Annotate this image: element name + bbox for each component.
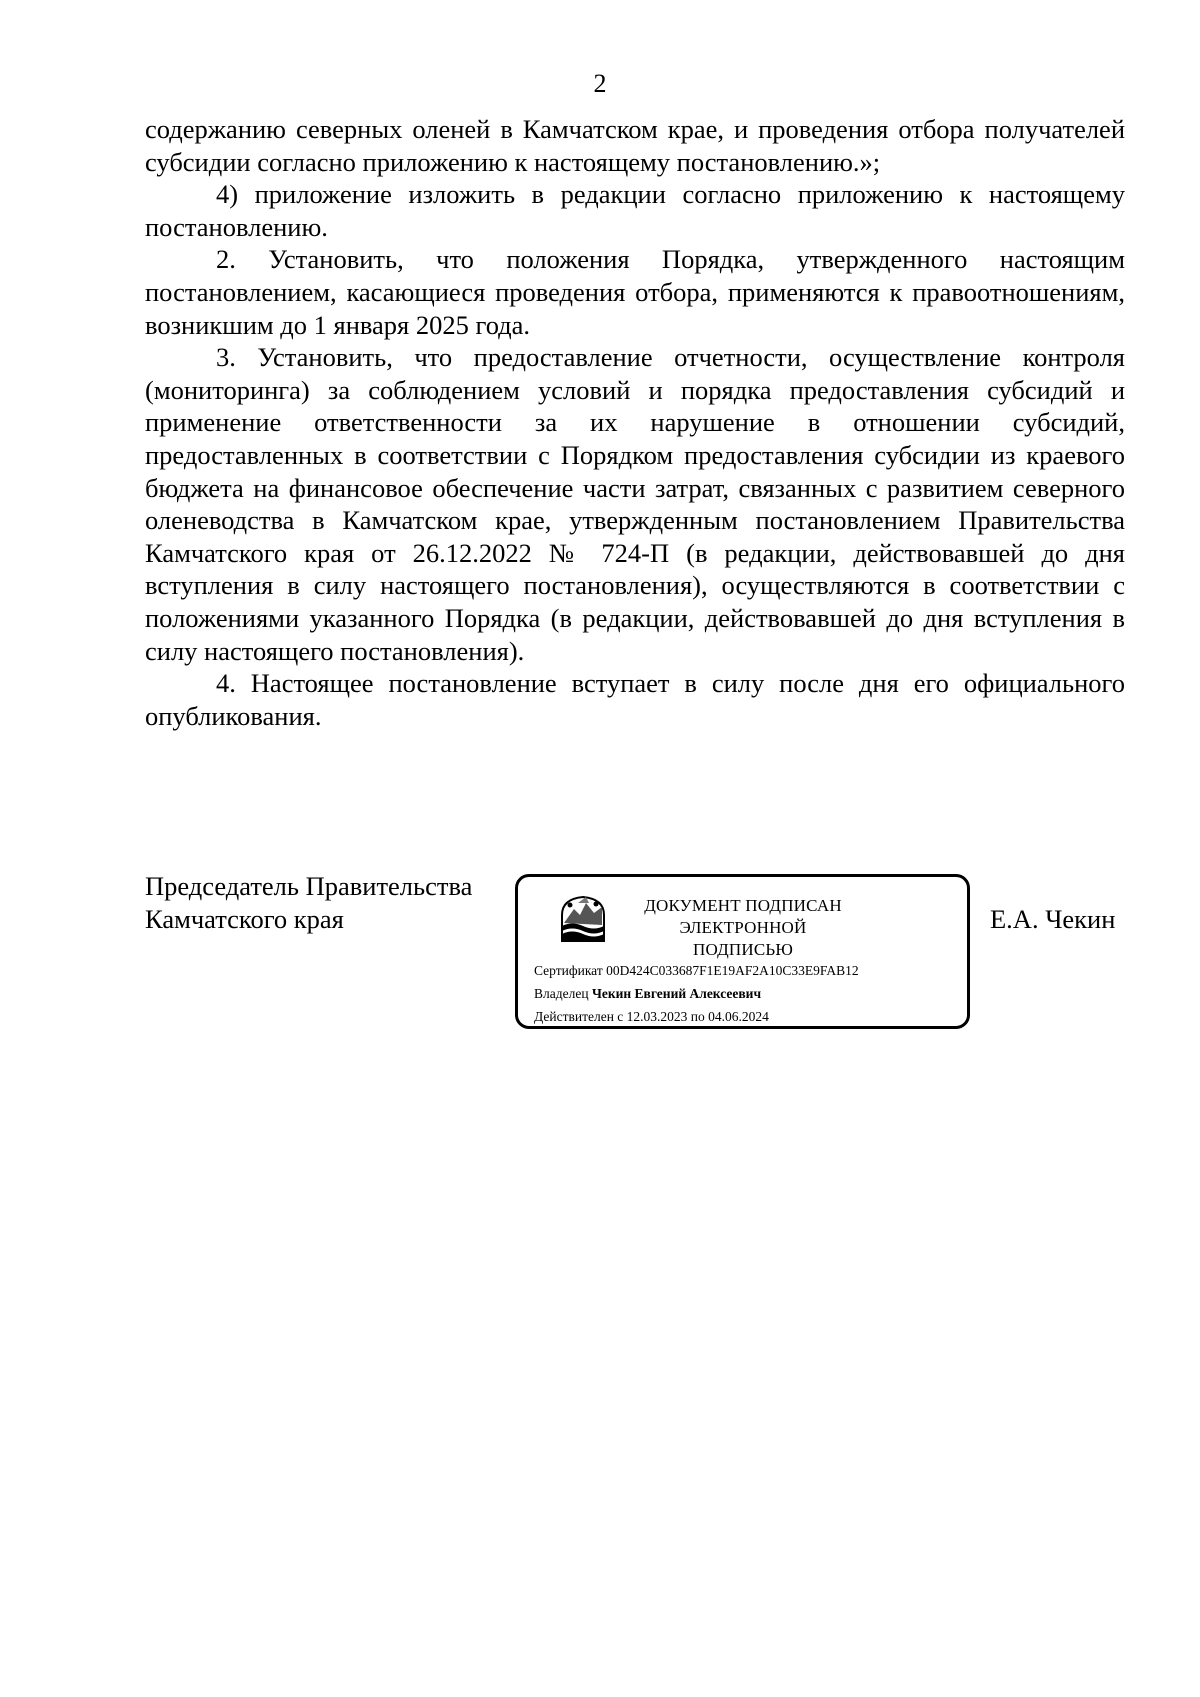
signatory-position-line2: Камчатского края	[145, 903, 344, 934]
stamp-heading-line2: ЭЛЕКТРОННОЙ ПОДПИСЬЮ	[679, 918, 807, 959]
certificate-label: Сертификат	[534, 963, 603, 978]
stamp-certificate-row	[534, 959, 859, 982]
stamp-owner-row	[534, 982, 859, 1005]
paragraph-clause-4: 4. Настоящее постановление вступает в силу после дня его официального опубликования.	[145, 668, 1125, 731]
valid-label: Действителен с	[534, 1009, 624, 1024]
valid-to-label: по	[690, 1009, 705, 1024]
paragraph-clause-2: 2. Установить, что положения Порядка, утвержденного настоящим постановлением, касающиеся проведения отбора, применяются к правоотношениям, возникшим до 1 января 2025 года.	[145, 244, 1125, 340]
valid-from: 12.03.2023	[626, 1009, 688, 1024]
paragraph-item-4: 4) приложение изложить в редакции согласно приложению к настоящему постановлению.	[145, 179, 1125, 242]
signatory-name: Е.А. Чекин	[990, 904, 1116, 934]
stamp-heading	[628, 895, 858, 961]
electronic-signature-stamp	[515, 874, 970, 1029]
coat-of-arms-icon	[556, 893, 610, 947]
paragraph-continuation: содержанию северных оленей в Камчатском крае, и проведения отбора получателей субсидии согласно приложению к настоящему постановлению.»;	[145, 114, 1125, 177]
signatory-position-line1: Председатель Правительства	[145, 871, 473, 901]
valid-to: 04.06.2024	[708, 1009, 769, 1024]
certificate-value: 00D424C033687F1E19AF2A10C33E9FAB12	[606, 963, 859, 978]
document-body	[145, 113, 1125, 732]
stamp-heading-line1: ДОКУМЕНТ ПОДПИСАН	[644, 896, 842, 915]
signatory-position	[145, 870, 472, 935]
page-number: 2	[593, 69, 607, 98]
paragraph-clause-3: 3. Установить, что предоставление отчетности, осуществление контроля (мониторинга) за соблюдением условий и порядка предоставления субсидий и применение ответственности за их нарушение в отношении субсидий, предоставленных в соответствии с Порядком предоставления субсидии из краевого бюджета на финансовое обеспечение части затрат, связанных с развитием северного оленеводства в Камчатском крае, утвержденным постановлением Правительства Камчатского края от 26.12.2022 № 724-П (в редакции, действовавшей до дня вступления в силу настоящего постановления), осуществляются в соответствии с положениями указанного Порядка (в редакции, действовавшей до дня вступления в силу настоящего постановления).	[145, 342, 1125, 666]
stamp-validity-row	[534, 1005, 859, 1028]
owner-value: Чекин Евгений Алексеевич	[591, 986, 762, 1001]
owner-label: Владелец	[534, 986, 589, 1001]
stamp-details	[534, 959, 859, 1028]
